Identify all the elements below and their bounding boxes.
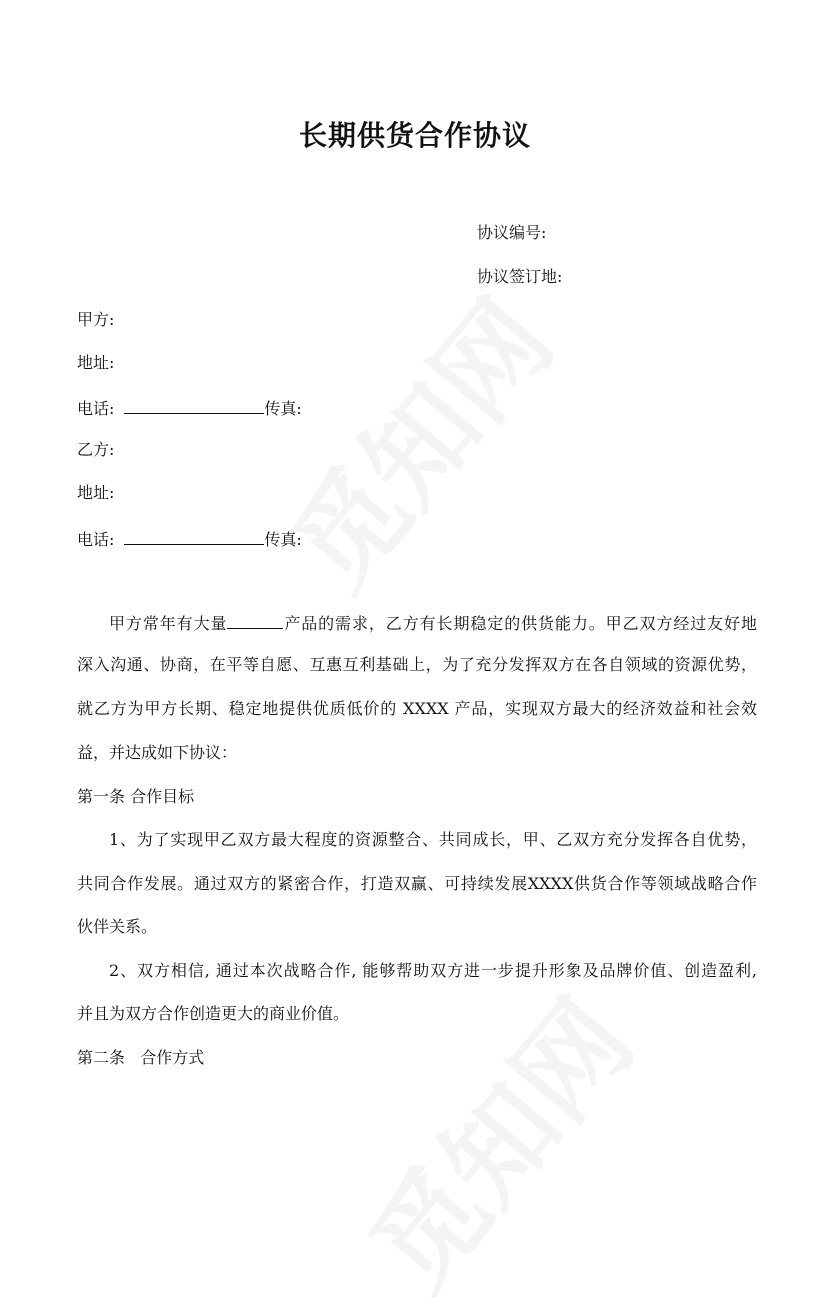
intro-line: 益，并达成如下协议： <box>77 743 238 762</box>
party-b-phone-row <box>77 528 302 550</box>
party-a-label: 甲方: <box>77 310 115 329</box>
phone-blank <box>124 528 264 545</box>
watermark <box>248 262 581 616</box>
fax-label: 传真: <box>264 530 302 549</box>
fax-label: 传真: <box>264 399 302 418</box>
article-1-text: 并且为双方合作创造更大的商业价值。 <box>77 1004 350 1023</box>
intro-text: 产品的需求，乙方有长期稳定的供货能力。甲乙双方经过友好地 <box>283 614 757 633</box>
phone-blank <box>124 397 264 414</box>
party-b-label: 乙方: <box>77 440 115 459</box>
article-1-heading: 第一条 合作目标 <box>77 787 195 806</box>
article-1-text: 伙伴关系。 <box>77 917 158 936</box>
phone-label: 电话: <box>77 399 115 418</box>
party-b-address-label: 地址: <box>77 483 115 502</box>
phone-label: 电话: <box>77 530 115 549</box>
document-title: 长期供货合作协议 <box>298 119 531 152</box>
article-1-text: 2、双方相信, 通过本次战略合作, 能够帮助双方进一步提升形象及品牌价值、创造盈利, <box>109 961 757 980</box>
product-blank <box>227 612 283 629</box>
party-a-phone-row <box>77 397 302 419</box>
article-1-text: 共同合作发展。通过双方的紧密合作，打造双赢、可持续发展XXXX供货合作等领域战略合作 <box>77 874 757 893</box>
agreement-number-label: 协议编号: <box>477 223 547 242</box>
intro-line <box>77 612 757 634</box>
intro-line: 就乙方为甲方长期、稳定地提供优质低价的 XXXX 产品，实现双方最大的经济效益和社会效 <box>77 699 757 718</box>
article-2-heading: 第二条 合作方式 <box>77 1048 205 1067</box>
intro-line: 深入沟通、协商，在平等自愿、互惠互利基础上，为了充分发挥双方在各自领域的资源优势， <box>77 655 757 674</box>
intro-text: 甲方常年有大量 <box>109 614 228 633</box>
agreement-place-label: 协议签订地: <box>477 267 563 286</box>
party-a-address-label: 地址: <box>77 353 115 372</box>
article-1-text: 1、为了实现甲乙双方最大程度的资源整合、共同成长，甲、乙双方充分发挥各自优势， <box>109 830 757 849</box>
